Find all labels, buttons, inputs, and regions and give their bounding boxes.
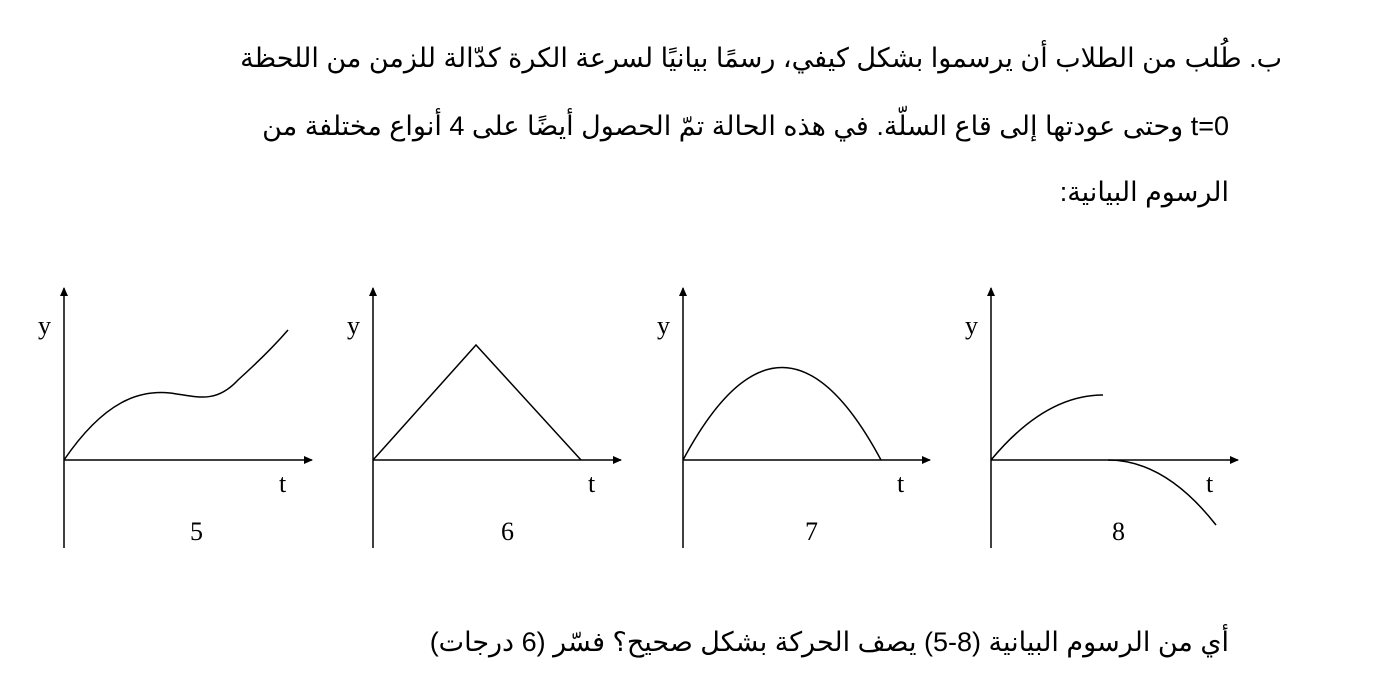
graph-5	[38, 288, 312, 548]
graph-number: 7	[805, 517, 818, 546]
graph-number: 5	[190, 517, 203, 546]
x-axis-label: t	[897, 469, 905, 498]
graph-7-curve	[683, 368, 881, 461]
graph-number: 8	[1112, 517, 1125, 546]
graph-5-curve	[64, 330, 288, 460]
question-b-line-1: ب. طُلب من الطلاب أن يرسموا بشكل كيفي، رسمًا بيانيًا لسرعة الكرة كدّالة للزمن من اللحظة	[240, 43, 1282, 73]
graph-6	[347, 288, 621, 548]
y-axis-label: y	[965, 311, 978, 340]
y-axis-label: y	[38, 311, 51, 340]
graph-8-curve-rising	[991, 395, 1103, 460]
y-axis-label: y	[347, 311, 360, 340]
graph-number: 6	[501, 517, 514, 546]
x-axis-label: t	[588, 469, 596, 498]
graph-8-curve-falling	[1108, 460, 1216, 525]
question-b-line-2-text: وحتى عودتها إلى قاع السلّة. في هذه الحالة تمّ الحصول أيضًا على 4 أنواع مختلفة من	[262, 111, 1184, 141]
time-zero-label: t=0	[1190, 111, 1229, 141]
graph-8	[965, 288, 1238, 548]
graph-6-curve	[373, 345, 581, 460]
x-axis-label: t	[1206, 469, 1214, 498]
graph-question: أي من الرسوم البيانية (8-5) يصف الحركة بشكل صحيح؟ فسّر (6 درجات)	[429, 627, 1229, 657]
x-axis-label: t	[279, 469, 287, 498]
y-axis-label: y	[657, 311, 670, 340]
question-b-line-3: الرسوم البيانية:	[1059, 177, 1229, 207]
graph-7	[657, 288, 930, 548]
